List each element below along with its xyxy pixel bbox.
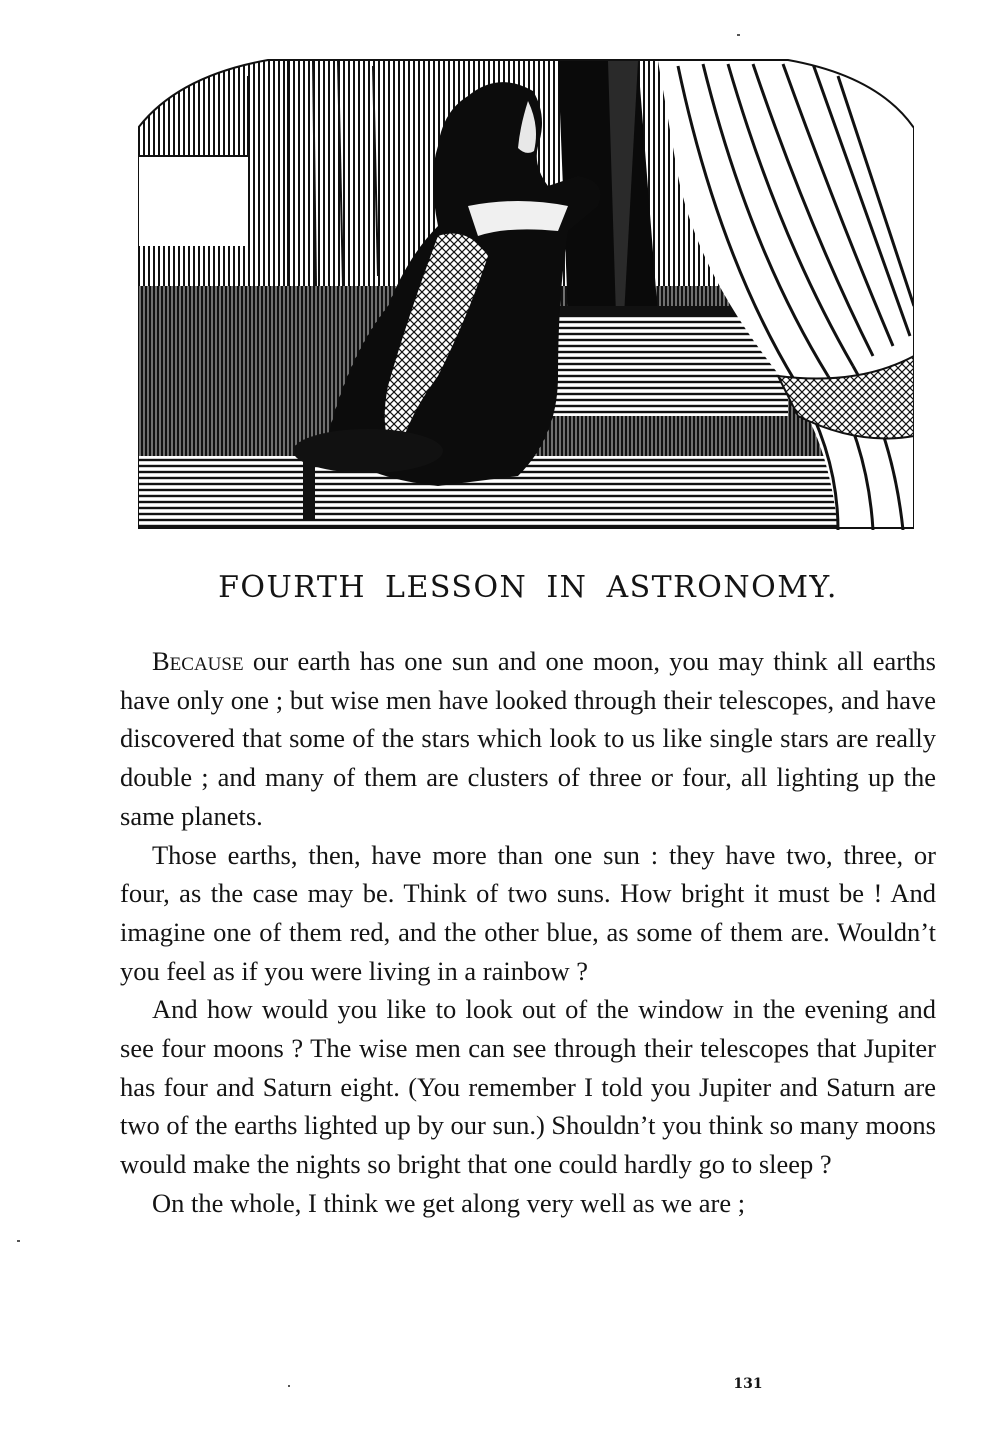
paragraph-1-lead: Because [152,646,244,676]
body-text [120,642,936,1223]
paragraph-1-text: our earth has one sun and one moon, you may think all earths have only one ; but wise men have looked through their telescopes, and have discovered that some of the stars which look to us like single stars are really double ; and many of them are clusters of three or four, all lighting up the same planets. [120,646,936,831]
lesson-title: FOURTH LESSON IN ASTRONOMY. [218,570,838,605]
girl-at-window-engraving [138,56,914,530]
paragraph-1 [120,642,936,836]
print-speck [288,1385,290,1387]
print-speck [17,1240,20,1242]
engraving-illustration [138,56,914,530]
paragraph-3-text: And how would you like to look out of the window in the evening and see four moons ? The wise men can see through their telescopes that Jupiter has four and Saturn eight. (You remember I told you Jupiter and Saturn are two of the earths lighted up by our sun.) Shouldn’t you think so many moons would make the nights so bright that one could hardly go to sleep ? [120,994,936,1180]
paragraph-3 [120,990,936,1184]
print-speck [737,34,740,36]
paragraph-4-text: On the whole, I think we get along very well as we are ; [152,1187,746,1218]
page-number: 131 [733,1376,763,1392]
paragraph-4 [120,1184,936,1223]
paragraph-2 [120,836,936,991]
paragraph-2-text: Those earths, then, have more than one sun : they have two, three, or four, as the case may be. Think of two suns. How bright it must be ! And imagine one of them red, and the other blue, as some of them are. Wouldn’t you feel as if you were living in a rainbow ? [120,839,936,986]
